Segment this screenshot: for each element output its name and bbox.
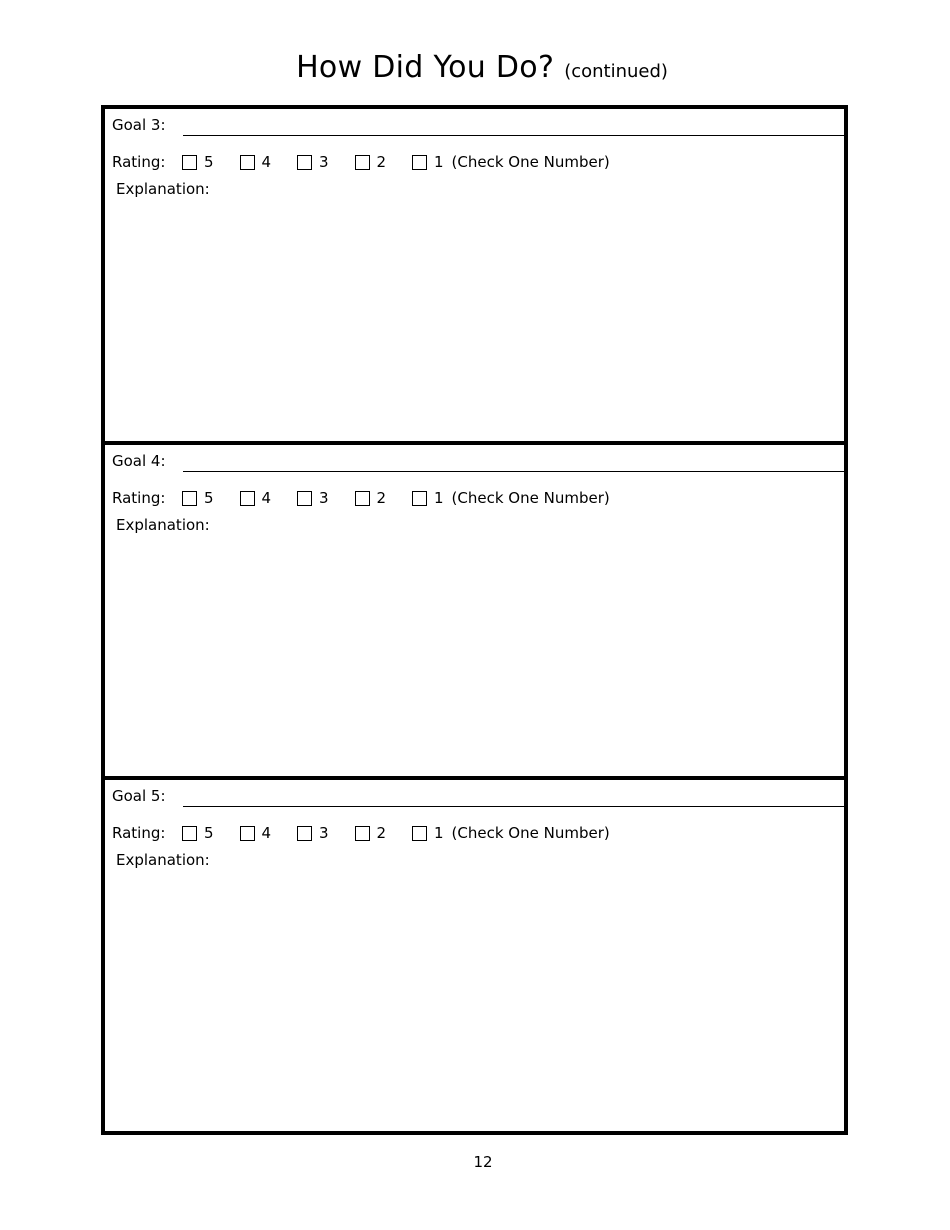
explanation-label: Explanation: bbox=[116, 180, 210, 198]
checkbox-4[interactable] bbox=[240, 826, 255, 841]
checkbox-1[interactable] bbox=[412, 826, 427, 841]
checkbox-2[interactable] bbox=[355, 826, 370, 841]
rating-option-label: 4 bbox=[261, 489, 272, 507]
rating-option-label: 5 bbox=[204, 153, 214, 171]
rating-option-2 bbox=[355, 824, 413, 842]
page-subtitle: (continued) bbox=[564, 61, 668, 82]
rating-option-label: 3 bbox=[319, 489, 329, 507]
checkbox-1[interactable] bbox=[412, 491, 427, 506]
rating-option-label: 1 bbox=[434, 824, 444, 842]
rating-option-label: 5 bbox=[204, 824, 214, 842]
goal-input-line[interactable] bbox=[183, 806, 844, 807]
rating-option-label: 5 bbox=[204, 489, 214, 507]
checkbox-2[interactable] bbox=[355, 491, 370, 506]
goal-section-4 bbox=[105, 441, 844, 777]
goal-input-line[interactable] bbox=[183, 135, 844, 136]
page-title bbox=[0, 50, 950, 85]
rating-option-3 bbox=[297, 824, 355, 842]
rating-option-5 bbox=[182, 489, 240, 507]
checkbox-5[interactable] bbox=[182, 155, 197, 170]
page-number: 12 bbox=[473, 1153, 493, 1171]
rating-option-label: 2 bbox=[376, 153, 387, 171]
rating-option-2 bbox=[355, 153, 413, 171]
rating-option-1 bbox=[412, 489, 444, 507]
rating-option-3 bbox=[297, 489, 355, 507]
rating-option-label: 3 bbox=[319, 824, 329, 842]
checkbox-1[interactable] bbox=[412, 155, 427, 170]
rating-option-4 bbox=[240, 824, 298, 842]
rating-option-label: 3 bbox=[319, 153, 329, 171]
goals-form bbox=[101, 105, 848, 1135]
rating-option-label: 4 bbox=[261, 153, 272, 171]
rating-option-4 bbox=[240, 153, 298, 171]
rating-option-2 bbox=[355, 489, 413, 507]
check-one-note: (Check One Number) bbox=[451, 824, 610, 842]
checkbox-5[interactable] bbox=[182, 491, 197, 506]
checkbox-3[interactable] bbox=[297, 826, 312, 841]
check-one-note: (Check One Number) bbox=[451, 489, 610, 507]
rating-option-label: 1 bbox=[434, 153, 444, 171]
rating-option-3 bbox=[297, 153, 355, 171]
rating-option-label: 4 bbox=[261, 824, 272, 842]
checkbox-3[interactable] bbox=[297, 155, 312, 170]
goal-label: Goal 5: bbox=[112, 787, 166, 805]
explanation-label: Explanation: bbox=[116, 516, 210, 534]
goal-label: Goal 4: bbox=[112, 452, 166, 470]
goal-label: Goal 3: bbox=[112, 116, 166, 134]
rating-option-1 bbox=[412, 824, 444, 842]
rating-option-4 bbox=[240, 489, 298, 507]
rating-option-5 bbox=[182, 824, 240, 842]
rating-option-label: 1 bbox=[434, 489, 444, 507]
goal-section-3 bbox=[105, 109, 844, 441]
checkbox-4[interactable] bbox=[240, 491, 255, 506]
explanation-label: Explanation: bbox=[116, 851, 210, 869]
rating-label: Rating: bbox=[112, 153, 166, 171]
rating-option-label: 2 bbox=[376, 489, 387, 507]
rating-label: Rating: bbox=[112, 489, 166, 507]
checkbox-5[interactable] bbox=[182, 826, 197, 841]
goal-section-5 bbox=[105, 776, 844, 1131]
rating-label: Rating: bbox=[112, 824, 166, 842]
checkbox-3[interactable] bbox=[297, 491, 312, 506]
rating-option-1 bbox=[412, 153, 444, 171]
rating-option-label: 2 bbox=[376, 824, 387, 842]
checkbox-2[interactable] bbox=[355, 155, 370, 170]
goal-input-line[interactable] bbox=[183, 471, 844, 472]
rating-row bbox=[112, 153, 610, 171]
check-one-note: (Check One Number) bbox=[451, 153, 610, 171]
page-title-text: How Did You Do? bbox=[296, 50, 555, 85]
rating-option-5 bbox=[182, 153, 240, 171]
rating-row bbox=[112, 489, 610, 507]
checkbox-4[interactable] bbox=[240, 155, 255, 170]
rating-row bbox=[112, 824, 610, 842]
